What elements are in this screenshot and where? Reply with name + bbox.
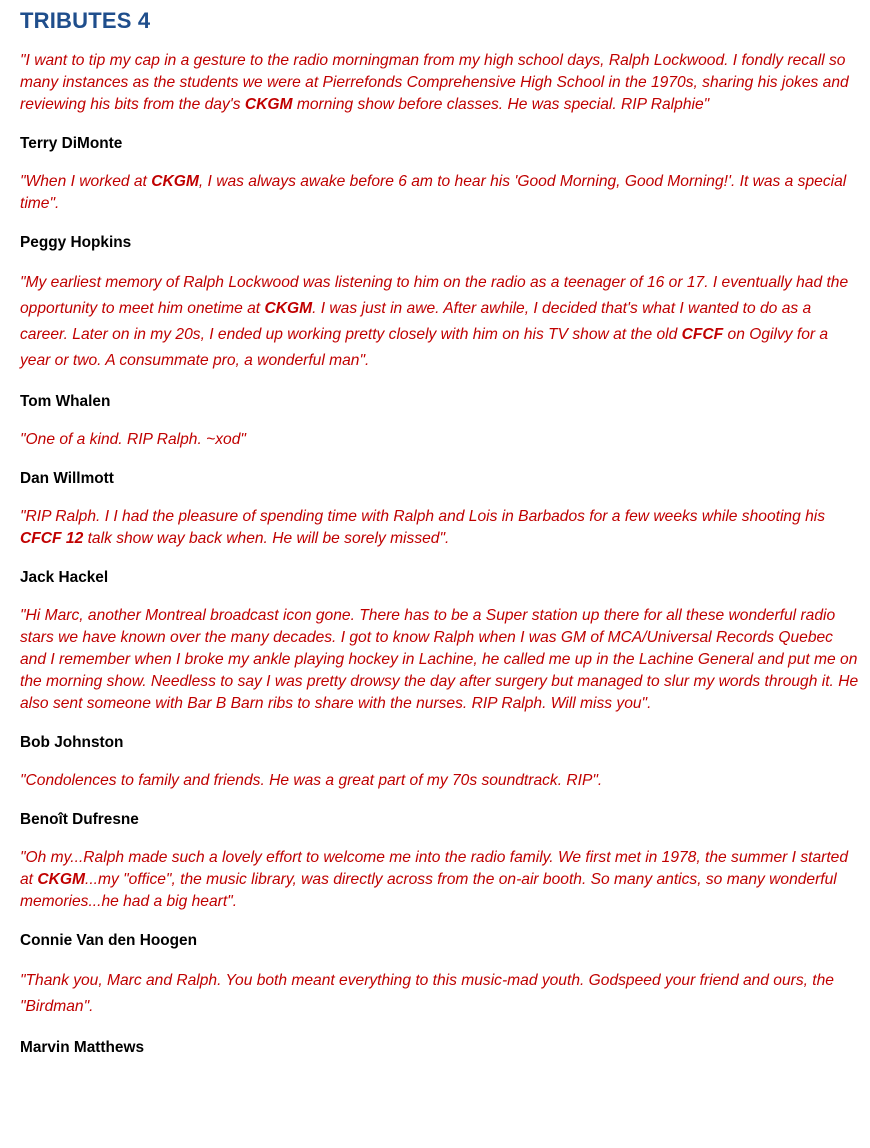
tribute-6 <box>20 605 860 754</box>
tribute-4 <box>20 429 860 490</box>
tribute-author: Dan Willmott <box>20 470 114 487</box>
tributes-page <box>20 0 860 1059</box>
tribute-quote: "Hi Marc, another Montreal broadcast icon gone. There has to be a Super station up there for all these wonderful radio stars we have known over the many decades. I got to know Ralph when I was GM of MCA/Universal Records Quebec and I remember when I broke my ankle playing hockey in Lachine, he called me up in the Lachine General and put me on the morning show. Needless to say I was pretty drowsy the day after surgery but managed to slur my words through it. He also sent someone with Bar B Barn ribs to share with the nurses. RIP Ralph. Will miss you". <box>20 607 859 712</box>
page-title: TRIBUTES 4 <box>20 8 151 33</box>
tribute-7 <box>20 770 860 831</box>
tribute-8 <box>20 847 860 952</box>
tribute-quote: "One of a kind. RIP Ralph. ~xod" <box>20 431 246 448</box>
tribute-author: Connie Van den Hoogen <box>20 932 197 949</box>
tribute-quote: "When I worked at CKGM, I was always awake before 6 am to hear his 'Good Morning, Good Morning!'. It was a special time". <box>20 173 847 212</box>
tribute-author: Tom Whalen <box>20 393 111 410</box>
tribute-quote: "My earliest memory of Ralph Lockwood was listening to him on the radio as a teenager of 16 or 17. I eventually had the opportunity to meet him onetime at CKGM. I was just in awe. After awhile, I decided that's what I wanted to do as a career. Later on in my 20s, I ended up working pretty closely with him on his TV show at the old CFCF on Ogilvy for a year or two. A consummate pro, a wonderful man". <box>20 274 849 369</box>
tribute-quote: "Oh my...Ralph made such a lovely effort to welcome me into the radio family. We first met in 1978, the summer I started at CKGM...my "office", the music library, was directly across from the on-air booth. So many antics, so many wonderful memories...he had a big heart". <box>20 849 849 910</box>
tribute-quote: "I want to tip my cap in a gesture to the radio morningman from my high school days, Ralph Lockwood. I fondly recall so many instances as the students we were at Pierrefonds Comprehensive High School in the 1970s, sharing his jokes and reviewing his bits from the day's CKGM morning show before classes. He was special. RIP Ralphie" <box>20 52 849 113</box>
tribute-author: Peggy Hopkins <box>20 234 132 251</box>
tribute-1 <box>20 50 860 155</box>
tribute-author: Benoît Dufresne <box>20 811 139 828</box>
tribute-quote: "RIP Ralph. I I had the pleasure of spending time with Ralph and Lois in Barbados for a few weeks while shooting his CFCF 12 talk show way back when. He will be sorely missed". <box>20 508 826 547</box>
tribute-3 <box>20 270 860 413</box>
tribute-5 <box>20 506 860 589</box>
tribute-quote: "Condolences to family and friends. He was a great part of my 70s soundtrack. RIP". <box>20 772 603 789</box>
tribute-author: Marvin Matthews <box>20 1039 145 1056</box>
tribute-2 <box>20 171 860 254</box>
tribute-quote: "Thank you, Marc and Ralph. You both meant everything to this music-mad youth. Godspeed your friend and ours, the "Birdman". <box>20 972 834 1015</box>
tribute-9 <box>20 968 860 1059</box>
tribute-author: Bob Johnston <box>20 734 124 751</box>
tribute-author: Terry DiMonte <box>20 135 123 152</box>
tribute-author: Jack Hackel <box>20 569 109 586</box>
